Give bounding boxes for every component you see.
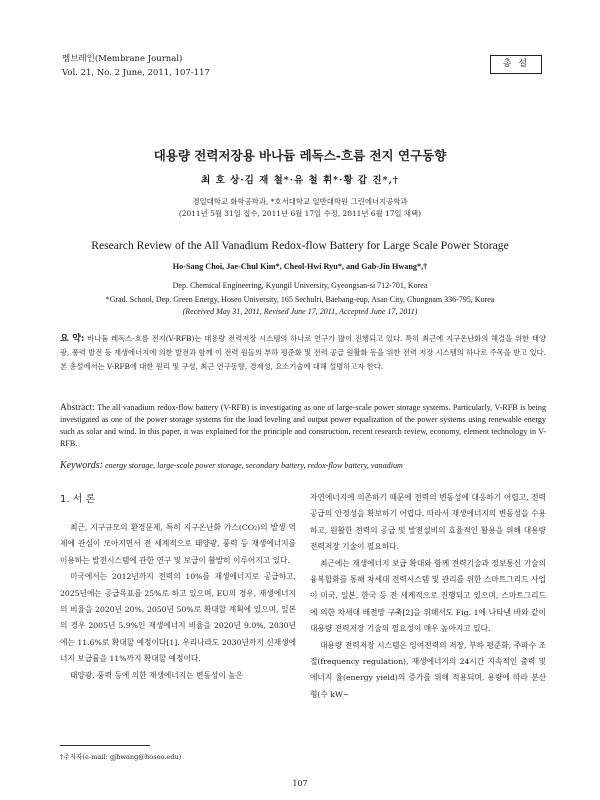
left-paragraph-2: 미국에서는 2012년까지 전력의 10%를 재생에너지로 공급하고, 2025년에는 공급목표를 25%로 하고 있으며, EU의 경우, 재생에너지의 비율을 2020년 20%, 2050년 50%로 확대할 계획에 있으며, 일본의 경우 2005년 5.9%인 재생에너지 비율을 2020년 9.0%, 2030년에는 11.6%로 확대할 예정이다[1]. 우리나라도 2030년까지 신재생에너지 보급률을 11%까지 확대할 예정이다. <box>60 572 296 664</box>
korean-affiliation-block <box>40 196 560 220</box>
article-type-badge: 총 설 <box>490 55 542 74</box>
keywords-text: energy storage, large-scale power storage, secondary battery, redox-flow battery, vanadium <box>105 461 403 470</box>
english-affiliation-block <box>40 279 560 307</box>
left-paragraph-3: 태양광, 풍력 등에 의한 재생에너지는 변동성이 높은 <box>70 670 244 680</box>
korean-abstract <box>60 332 546 374</box>
journal-name: 멤브레인(Membrane Journal) <box>62 54 183 64</box>
english-affiliation-2: *Grad. School, Dep. Green Energy, Hoseo University, 165 Sechulri, Baebang-eup, Asan City, Chungnam 336-795, Korea <box>105 295 495 304</box>
korean-authors: 최 호 상·김 재 철*·유 철 휘*·황 갑 진*,† <box>201 175 399 186</box>
english-affiliation-1: Dep. Chemical Engineering, Kyungil University, Gyeongsan-si 712-701, Korea <box>172 281 428 290</box>
right-paragraph-1: 자연에너지에 의존하기 때문에 전력의 변동성에 대응하기 어렵고, 전력 공급의 안정성을 확보하기 어렵다. 따라서 재생에너지의 변동성을 수용하고, 원활한 전력의 공급 및 발전설비의 효율적인 활용을 위해 대용량 전력저장 기술이 필요하다. <box>310 493 546 552</box>
keywords-label: Keywords: <box>60 460 103 471</box>
footnote-rule <box>60 745 150 746</box>
right-paragraph-3: 대용량 전력저장 시스템은 잉여전력의 저장, 부하 평준화, 주파수 조절(frequency regulation), 재생에너지의 24시간 지속적인 출력 및 에너지 율(energy yield)의 증가를 위해 적용되며, 용량에 따라 분산형(수 kW∼ <box>310 640 546 699</box>
korean-abstract-text: 바나듐 레독스-흐름 전지(V-RFB)는 대용량 전력저장 시스템의 하나로 연구가 많이 진행되고 있다. 특히 최근에 지구온난화의 해결을 위한 태양광, 풍력 발전 등 재생에너지에 의한 발전과 함께 이 전력 원들의 부하 평준화 및 전력 공급 원활화 등을 위한 전력 저장 시스템의 하나로 주목을 받고 있다. 본 총설에서는 V-RFB에 대한 원리 및 구성, 최근 연구동향, 경제성, 요소기술에 대해 설명하고자 한다. <box>60 334 546 371</box>
journal-volume: Vol. 21, No. 2 June, 2011, 107-117 <box>62 68 210 78</box>
korean-abstract-label: 요 약: <box>60 334 85 344</box>
korean-affiliation: 경일대학교 화학공학과, *호서대학교 일반대학원 그린에너지공학과 <box>192 197 408 206</box>
keywords <box>60 460 546 471</box>
english-abstract-label: Abstract: <box>60 403 95 413</box>
english-title: Research Review of the All Vanadium Redox-flow Battery for Large Scale Power Storage <box>91 239 509 252</box>
section-heading: 1. 서 론 <box>60 494 96 505</box>
right-paragraph-2: 최근에는 재생에너지 보급 확대와 함께 전력기술과 정보통신 기술의 융복합화를 통해 차세대 전력시스템 및 관리를 위한 스마트그리드 사업이 미국, 일본, 한국 등 전 세계적으로 진행되고 있으며, 스마트그리드에 의한 차세대 배전망 구축[2]을 위해서도 Fig. 1에 나타낸 바와 같이 대용량 전력저장 기술의 필요성이 매우 높아지고 있다. <box>310 558 546 634</box>
right-column <box>310 490 546 703</box>
left-column <box>60 520 296 684</box>
korean-title: 대용량 전력저장용 바나듐 레독스-흐름 전지 연구동향 <box>153 148 447 163</box>
journal-header <box>62 52 210 80</box>
english-abstract-text: The all vanadium redox-flow battery (V-RFB) is investigating as one of large-scale power storage systems. Particularly, V-RFB is being investigated as one of the power storage systems for the load leveling and output power equalization of the power systems using renewable energy such as solar and wind. In this paper, it was explained for the principle and construction, recent research review, economy, element technology in V-RFB. <box>60 403 546 448</box>
page-number: 107 <box>292 779 308 788</box>
english-abstract <box>60 402 546 450</box>
english-dates: (Received May 31, 2011, Revised June 17, 2011, Accepted June 17, 2011) <box>182 307 418 316</box>
korean-dates: (2011년 5월 31일 접수, 2011년 6월 17일 수정, 2011년 6월 17일 채택) <box>178 209 422 218</box>
left-paragraph-1: 최근, 지구규모의 환경문제, 특히 지구온난화 가스(CO₂)의 발생 억제에 관심이 모아지면서 전 세계적으로 태양광, 풍력 등 재생에너지를 이용하는 발전시스템에 관한 연구 및 보급이 활발히 이루어지고 있다. <box>60 523 296 565</box>
english-authors: Ho-Sang Choi, Jae-Chul Kim*, Cheol-Hwi Ryu*, and Gab-Jin Hwang*,† <box>172 262 428 271</box>
footnote: †주저자(e-mail: gjhwang@hoseo.edu) <box>60 753 182 761</box>
